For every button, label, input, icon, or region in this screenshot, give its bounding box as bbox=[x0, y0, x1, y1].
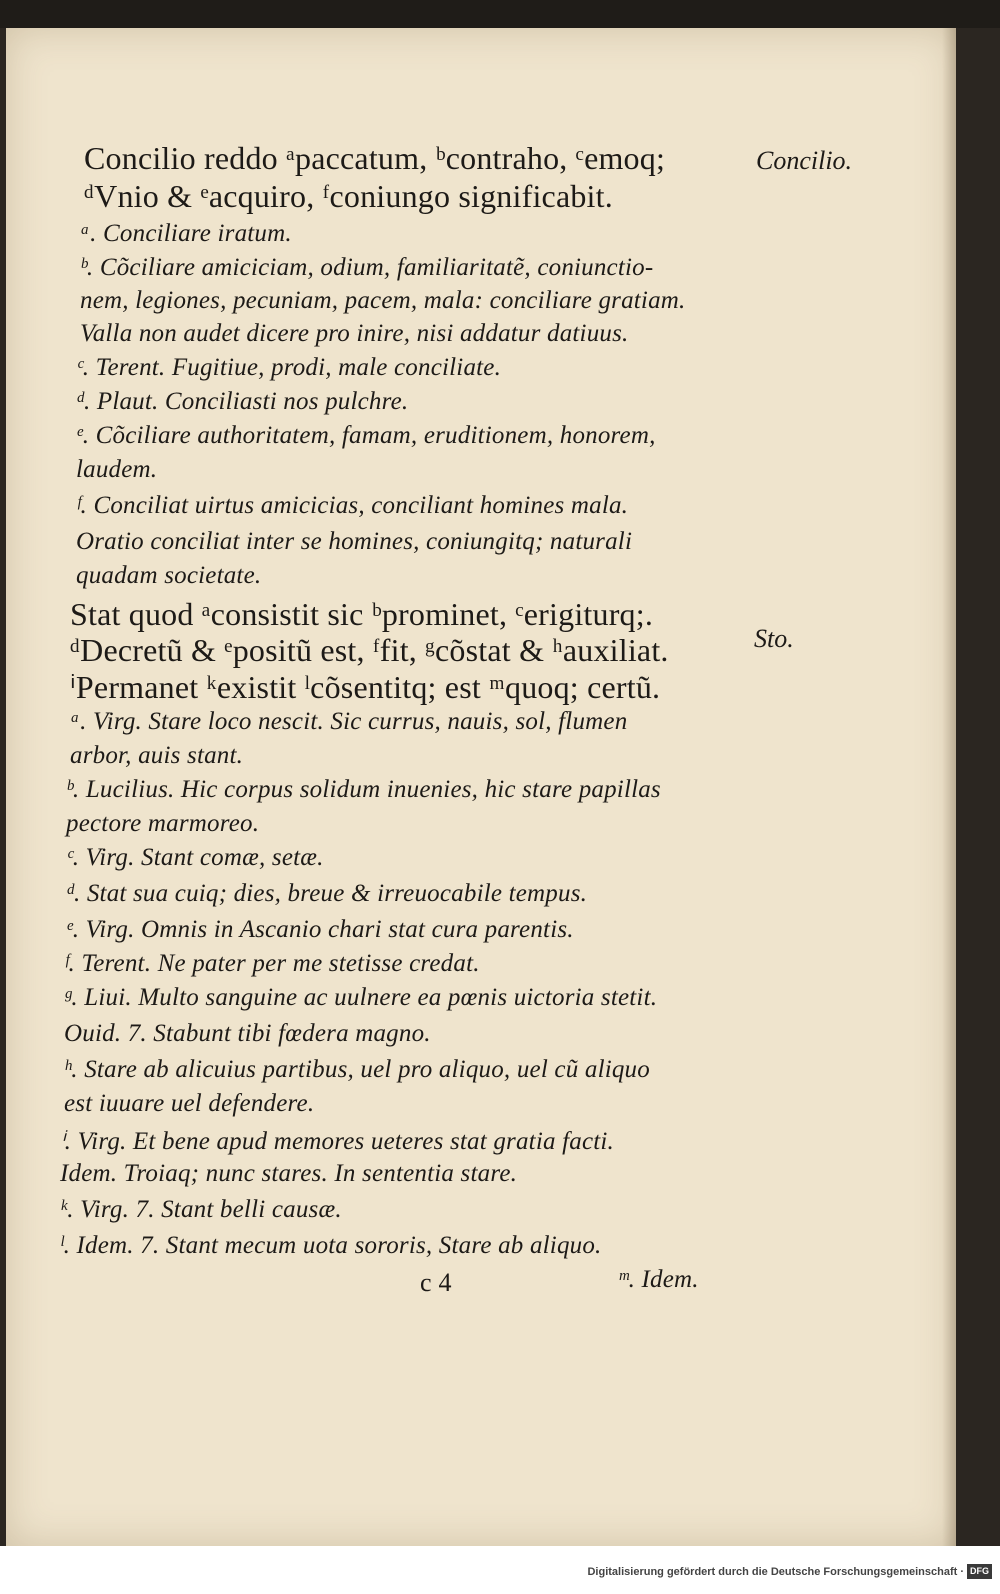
sto-note-line: ᵃ. Virg. Stare loco nescit. Sic currus, nauis, sol, flumen bbox=[70, 708, 628, 735]
sto-note-line: est iuuare uel defendere. bbox=[64, 1090, 315, 1117]
concilio-note-line: ᵉ. Cõciliare authoritatem, famam, eruditionem, honorem, bbox=[76, 422, 656, 449]
paper-leaf bbox=[6, 28, 956, 1546]
sto-heading-line-2: ᵈDecretũ & ᵉpositũ est, ᶠfit, ᵍcõstat & ʰauxiliat. bbox=[70, 632, 669, 668]
sto-note-line: Idem. Troiaq; nunc stares. In sententia stare. bbox=[60, 1160, 518, 1187]
concilio-note-line: ᵃ. Conciliare iratum. bbox=[80, 220, 292, 247]
concilio-margin-word: Concilio. bbox=[756, 146, 853, 175]
sto-note-line: ᵉ. Virg. Omnis in Ascanio chari stat cura parentis. bbox=[66, 916, 574, 943]
sto-note-line: ᶠ. Terent. Ne pater per me stetisse credat. bbox=[64, 950, 480, 977]
sto-note-line: ⁱ. Virg. Et bene apud memores ueteres stat gratia facti. bbox=[60, 1128, 615, 1155]
concilio-note-line: laudem. bbox=[76, 456, 158, 483]
catchword: ᵐ. Idem. bbox=[618, 1266, 699, 1293]
concilio-note-line: Valla non audet dicere pro inire, nisi addatur datiuus. bbox=[80, 320, 629, 347]
concilio-note-line: quadam societate. bbox=[76, 562, 262, 589]
concilio-note-line: ᶠ. Conciliat uirtus amicicias, conciliant homines mala. bbox=[76, 492, 629, 519]
signature-mark: c 4 bbox=[420, 1268, 452, 1297]
sto-note-line: ᵍ. Liui. Multo sanguine ac uulnere ea pœnis uictoria stetit. bbox=[64, 984, 658, 1011]
sto-note-line: pectore marmoreo. bbox=[66, 810, 260, 837]
dfg-logo: DFG bbox=[967, 1564, 992, 1579]
sto-note-line: ᵏ. Virg. 7. Stant belli causæ. bbox=[60, 1196, 342, 1223]
sto-note-line: Ouid. 7. Stabunt tibi fœdera magno. bbox=[64, 1020, 431, 1047]
sto-heading-line-3: ⁱPermanet ᵏexistit ˡcõsentitq; est ᵐquoq; certũ. bbox=[70, 669, 661, 705]
concilio-heading-line-1: Concilio reddo ᵃpaccatum, ᵇcontraho, ᶜemoq; bbox=[84, 140, 666, 176]
sto-note-line: ᵈ. Stat sua cuiq; dies, breue & irreuocabile tempus. bbox=[66, 880, 588, 907]
sto-note-line: arbor, auis stant. bbox=[70, 742, 244, 769]
sto-note-line: ˡ. Idem. 7. Stant mecum uota sororis, Stare ab aliquo. bbox=[60, 1232, 602, 1259]
digitization-credit: Digitalisierung gefördert durch die Deutsche Forschungsgemeinschaft · bbox=[587, 1566, 964, 1578]
sto-note-line: ᶜ. Virg. Stant comæ, setæ. bbox=[66, 844, 324, 871]
concilio-note-line: ᵇ. Cõciliare amiciciam, odium, familiaritatẽ, coniunctio- bbox=[80, 254, 654, 281]
sto-margin-word: Sto. bbox=[754, 624, 794, 653]
sto-note-line: ᵇ. Lucilius. Hic corpus solidum inuenies, hic stare papillas bbox=[66, 776, 661, 803]
concilio-note-line: ᶜ. Terent. Fugitiue, prodi, male conciliate. bbox=[76, 354, 502, 381]
sto-heading-line-1: Stat quod ᵃconsistit sic ᵇprominet, ᶜerigiturq;. bbox=[70, 596, 654, 632]
concilio-heading-line-2: ᵈVnio & ᵉacquiro, ᶠconiungo significabit. bbox=[84, 178, 613, 214]
concilio-note-line: ᵈ. Plaut. Conciliasti nos pulchre. bbox=[76, 388, 409, 415]
scan-top-edge bbox=[0, 0, 1000, 28]
concilio-note-line: nem, legiones, pecuniam, pacem, mala: conciliare gratiam. bbox=[80, 287, 686, 314]
concilio-note-line: Oratio conciliat inter se homines, coniungitq; naturali bbox=[76, 528, 633, 555]
sto-note-line: ʰ. Stare ab alicuius partibus, uel pro aliquo, uel cũ aliquo bbox=[64, 1056, 650, 1083]
digitization-footer bbox=[0, 1546, 1000, 1594]
